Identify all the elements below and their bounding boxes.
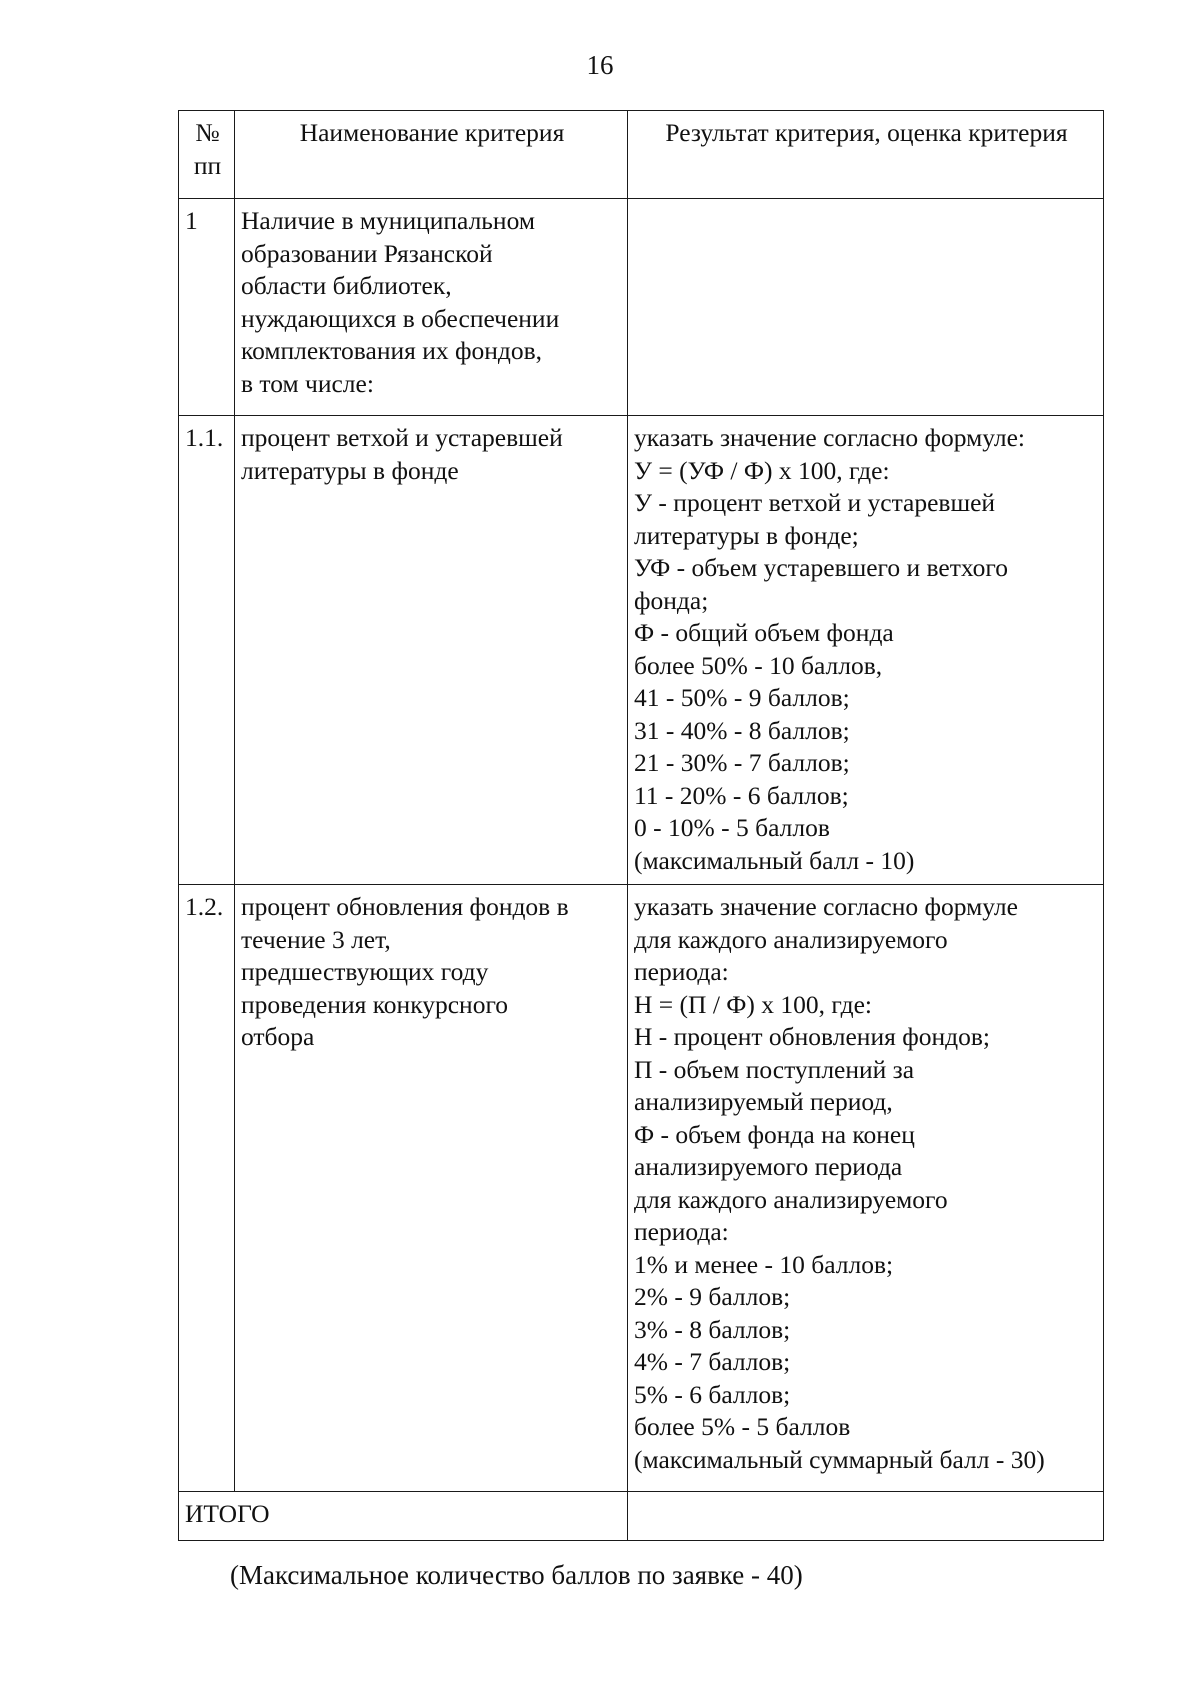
cell-text-line: образовании Рязанской (241, 238, 493, 268)
cell-text-line: 3% - 8 баллов; (634, 1314, 791, 1344)
table-header-row (179, 111, 1104, 199)
cell-text-line: Ф - общий объем фонда (634, 618, 894, 647)
cell-text-line: в том числе: (241, 368, 374, 398)
table-row (179, 416, 1104, 885)
cell-text-line: указать значение согласно формуле (634, 892, 1018, 921)
row-result-cell (628, 885, 1104, 1492)
row-number-cell: 1.2. (179, 885, 235, 1492)
cell-text-line: области библиотек, (241, 271, 452, 300)
cell-text-line: 21 - 30% - 7 баллов; (634, 748, 850, 777)
header-result-cell (628, 111, 1104, 199)
row-name-cell (235, 885, 628, 1492)
header-number-label: № (195, 118, 220, 147)
cell-text-line: П - объем поступлений за (634, 1054, 915, 1084)
header-number-cell (179, 111, 235, 199)
cell-text-line: 31 - 40% - 8 баллов; (634, 715, 850, 745)
cell-text-line: литературы в фонде; (634, 520, 859, 550)
cell-text-line: 1% и менее - 10 баллов; (634, 1249, 894, 1279)
total-label-cell: ИТОГО (179, 1492, 628, 1541)
row-result-cell (628, 199, 1104, 416)
cell-text-line: отбора (241, 1022, 315, 1051)
cell-text-line: течение 3 лет, (241, 924, 391, 954)
cell-text-line: процент обновления фондов в (241, 892, 569, 921)
cell-text-line: Наличие в муниципальном (241, 206, 535, 235)
cell-text-line: периода: (634, 1217, 729, 1246)
cell-text-line: Н - процент обновления фондов; (634, 1022, 990, 1051)
cell-text-line: указать значение согласно формуле: (634, 423, 1025, 452)
header-name-cell (235, 111, 628, 199)
cell-text-line: 0 - 10% - 5 баллов (634, 813, 830, 842)
table-row (179, 199, 1104, 416)
max-score-note: (Максимальное количество баллов по заявке - 40) (230, 1560, 803, 1590)
cell-text-line: более 5% - 5 баллов (634, 1412, 851, 1441)
row-number-cell: 1.1. (179, 416, 235, 885)
cell-text-line: для каждого анализируемого (634, 924, 948, 954)
cell-text-line: предшествующих году (241, 957, 489, 986)
cell-text-line: (максимальный балл - 10) (634, 845, 915, 875)
cell-text-line: процент ветхой и устаревшей (241, 423, 563, 452)
cell-text-line: Н = (П / Ф) х 100, где: (634, 989, 872, 1019)
row-result-cell (628, 416, 1104, 885)
page-number: 16 (586, 50, 614, 80)
cell-text-line: 41 - 50% - 9 баллов; (634, 683, 850, 712)
criteria-table (178, 110, 1104, 1541)
cell-text-line: 4% - 7 баллов; (634, 1347, 791, 1376)
cell-text-line: У - процент ветхой и устаревшей (634, 488, 996, 517)
table-total-row (179, 1492, 1104, 1541)
cell-text-line: для каждого анализируемого (634, 1184, 948, 1214)
row-name-cell (235, 416, 628, 885)
header-number-sublabel: пп (193, 150, 222, 180)
cell-text-line: 11 - 20% - 6 баллов; (634, 780, 849, 810)
row-name-cell (235, 199, 628, 416)
cell-text-line: У = (УФ / Ф) х 100, где: (634, 455, 890, 485)
cell-text-line: Ф - объем фонда на конец (634, 1119, 915, 1149)
cell-text-line: 2% - 9 баллов; (634, 1282, 791, 1311)
cell-text-line: 5% - 6 баллов; (634, 1379, 791, 1409)
cell-text-line: периода: (634, 957, 729, 986)
total-value-cell (628, 1492, 1104, 1541)
table-row (179, 885, 1104, 1492)
header-name-label: Наименование критерия (299, 118, 565, 147)
cell-text-line: литературы в фонде (241, 455, 459, 485)
cell-text-line: анализируемого периода (634, 1152, 903, 1181)
cell-text-line: комплектования их фондов, (241, 336, 543, 365)
header-result-label: Результат критерия, оценка критерия (665, 118, 1068, 147)
cell-text-line: фонда; (634, 585, 709, 615)
cell-text-line: УФ - объем устаревшего и ветхого (634, 553, 1008, 582)
row-number-cell: 1 (179, 199, 235, 416)
cell-text-line: (максимальный суммарный балл - 30) (634, 1444, 1045, 1474)
cell-text-line: анализируемый период, (634, 1087, 893, 1116)
cell-text-line: проведения конкурсного (241, 989, 509, 1019)
cell-text-line: более 50% - 10 баллов, (634, 650, 883, 680)
cell-text-line: нуждающихся в обеспечении (241, 303, 560, 333)
